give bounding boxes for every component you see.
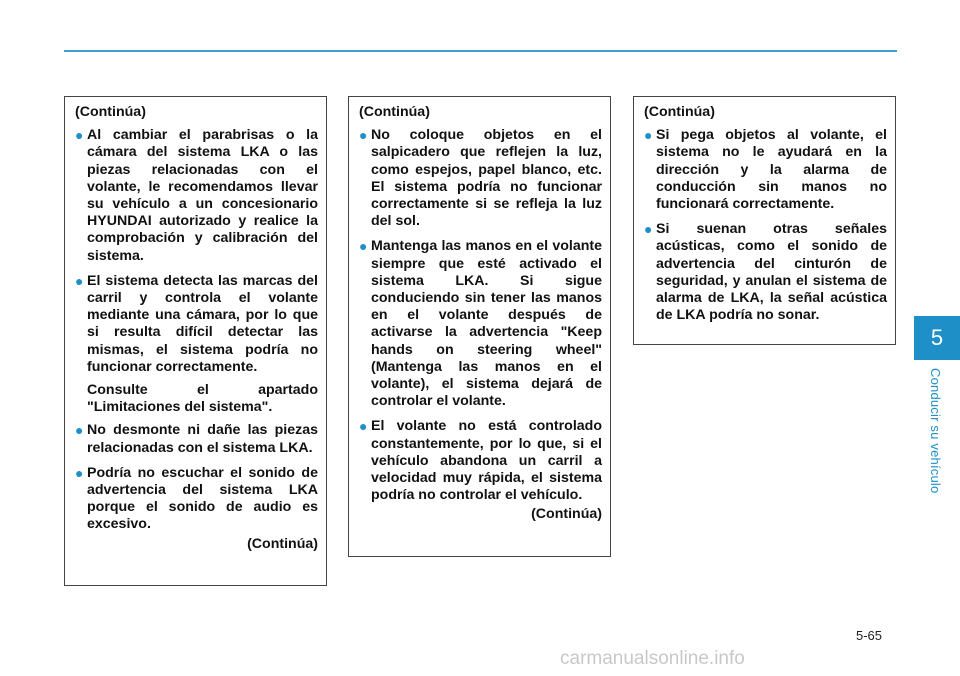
list-item: ● Podría no escuchar el sonido de advertencia del sistema LKA porque el sonido de audio es excesivo.: [75, 464, 318, 533]
caution-box-1: [64, 96, 327, 586]
caution-box-3: [633, 96, 896, 345]
bullet-icon: ●: [75, 272, 84, 289]
chapter-title: Conducir su vehículo: [928, 368, 943, 494]
continued-label-top: (Continúa): [644, 104, 715, 120]
list-item: ● El volante no está controlado constantemente, por lo que, si el vehículo abandona un carril a velocidad muy rápida, el sistema podría no controlar el vehículo.: [359, 418, 602, 504]
list-item: ● Si pega objetos al volante, el sistema no le ayudará en la dirección y la alarma de conducción sin manos no funcionará correctamente.: [644, 127, 887, 213]
reference-note: Consulte el apartado "Limitaciones del sistema".: [87, 382, 318, 416]
page-number: 5-65: [855, 628, 882, 643]
caution-list-1: [75, 127, 318, 376]
chapter-number-tab: 5: [914, 316, 960, 360]
list-item: ● Mantenga las manos en el volante siempre que esté activado el sistema LKA. Si sigue conduciendo sin tener las manos en el volante después de activarse la advertencia "Keep hands on steering wheel"(Mantenga las manos en el volante), el sistema dejará de controlar el volante.: [359, 238, 602, 410]
bullet-icon: ●: [644, 221, 653, 238]
header-rule: [64, 50, 897, 52]
continued-label-bottom: (Continúa): [531, 506, 602, 523]
watermark: carmanualsonline.info: [560, 648, 745, 669]
bullet-icon: ●: [75, 422, 84, 439]
bullet-icon: ●: [644, 127, 653, 144]
list-item: ● Si suenan otras señales acústicas, como el sonido de advertencia del cinturón de seguridad, y anulan el sistema de alarma de LKA, la señal acústica de LKA podría no sonar.: [644, 221, 887, 324]
continued-label-top: (Continúa): [359, 104, 430, 120]
list-item: ● No coloque objetos en el salpicadero que reflejen la luz, como espejos, papel blanco, etc. El sistema podría no funcionar correctamente si se refleja la luz del sol.: [359, 127, 602, 230]
bullet-icon: ●: [359, 127, 368, 144]
list-item: ● El sistema detecta las marcas del carril y controla el volante mediante una cámara, por lo que si resulta difícil detectar las mismas, el sistema podría no funcionar correctamente.: [75, 272, 318, 375]
continued-label-bottom: (Continúa): [247, 535, 318, 552]
caution-box-2: [348, 96, 611, 557]
caution-list-3: [644, 127, 887, 324]
caution-list-2: [359, 127, 602, 504]
caution-list-1b: [75, 422, 318, 533]
bullet-icon: ●: [359, 238, 368, 255]
list-item: ● No desmonte ni dañe las piezas relacionadas con el sistema LKA.: [75, 422, 318, 456]
continued-label-top: (Continúa): [75, 104, 146, 120]
bullet-icon: ●: [359, 418, 368, 435]
bullet-icon: ●: [75, 127, 84, 144]
bullet-icon: ●: [75, 464, 84, 481]
list-item: ● Al cambiar el parabrisas o la cámara del sistema LKA o las piezas relacionadas con el volante, le recomendamos llevar su vehículo a un concesionario HYUNDAI autorizado y realice la comprobación y calibración del sistema.: [75, 127, 318, 264]
